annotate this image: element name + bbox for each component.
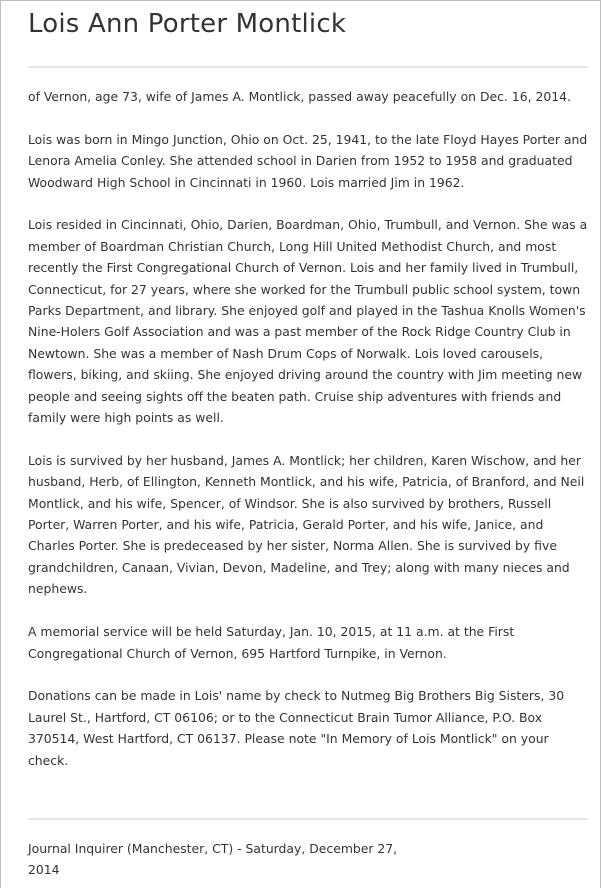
title-divider xyxy=(28,66,588,68)
page-title: Lois Ann Porter Montlick xyxy=(28,9,347,39)
paragraph-donations: Donations can be made in Lois' name by check to Nutmeg Big Brothers Big Sisters, 30 Laurel St., Hartford, CT 06106; or to the Connecticut Brain Tumor Alliance, P.O. Box 370514, West Hartford, CT 06137. Please note "In Memory of Lois Montlick" on your check. xyxy=(28,688,565,768)
obituary-body xyxy=(28,86,591,792)
source-citation: Journal Inquirer (Manchester, CT) - Saturday, December 27, 2014 xyxy=(28,841,398,878)
paragraph-survivors: Lois is survived by her husband, James A. Montlick; her children, Karen Wischow, and her husband, Herb, of Ellington, Kenneth Montlick, and his wife, Patricia, of Branford, and Neil Montlick, and his wife, Spencer, of Windsor. She is also survived by brothers, Russell Porter, Warren Porter, and his wife, Patricia, Gerald Porter, and his wife, Janice, and Charles Porter. She is predeceased by her sister, Norma Allen. She is survived by five grandchildren, Canaan, Vivian, Devon, Madeline, and Trey; along with many nieces and nephews. xyxy=(28,452,585,597)
paragraph-service: A memorial service will be held Saturday, Jan. 10, 2015, at 11 a.m. at the First Congregational Church of Vernon, 695 Hartford Turnpike, in Vernon. xyxy=(28,624,515,661)
obituary-page xyxy=(1,1,601,889)
paragraph-intro: of Vernon, age 73, wife of James A. Montlick, passed away peacefully on Dec. 16, 2014. xyxy=(28,89,571,104)
paragraph-birth: Lois was born in Mingo Junction, Ohio on Oct. 25, 1941, to the late Floyd Hayes Porter and Lenora Amelia Conley. She attended school in Darien from 1952 to 1958 and graduated Woodward High School in Cincinnati in 1960. Lois married Jim in 1962. xyxy=(28,131,588,190)
paragraph-life: Lois resided in Cincinnati, Ohio, Darien, Boardman, Ohio, Trumbull, and Vernon. She was a member of Boardman Christian Church, Long Hill United Methodist Church, and most recently the First Congregational Church of Vernon. Lois and her family lived in Trumbull, Connecticut, for 27 years, where she worked for the Trumbull public school system, town Parks Department, and library. She enjoyed golf and played in the Tashua Knolls Women's Nine-Holers Golf Association and was a past member of the Rock Ridge Country Club in Newtown. She was a member of Nash Drum Cops of Norwalk. Lois loved carousels, flowers, biking, and skiing. She enjoyed driving around the country with Jim meeting new people and seeing sights off the beaten path. Cruise ship adventures with friends and family were high points as well. xyxy=(28,217,588,426)
source-divider xyxy=(28,818,588,820)
